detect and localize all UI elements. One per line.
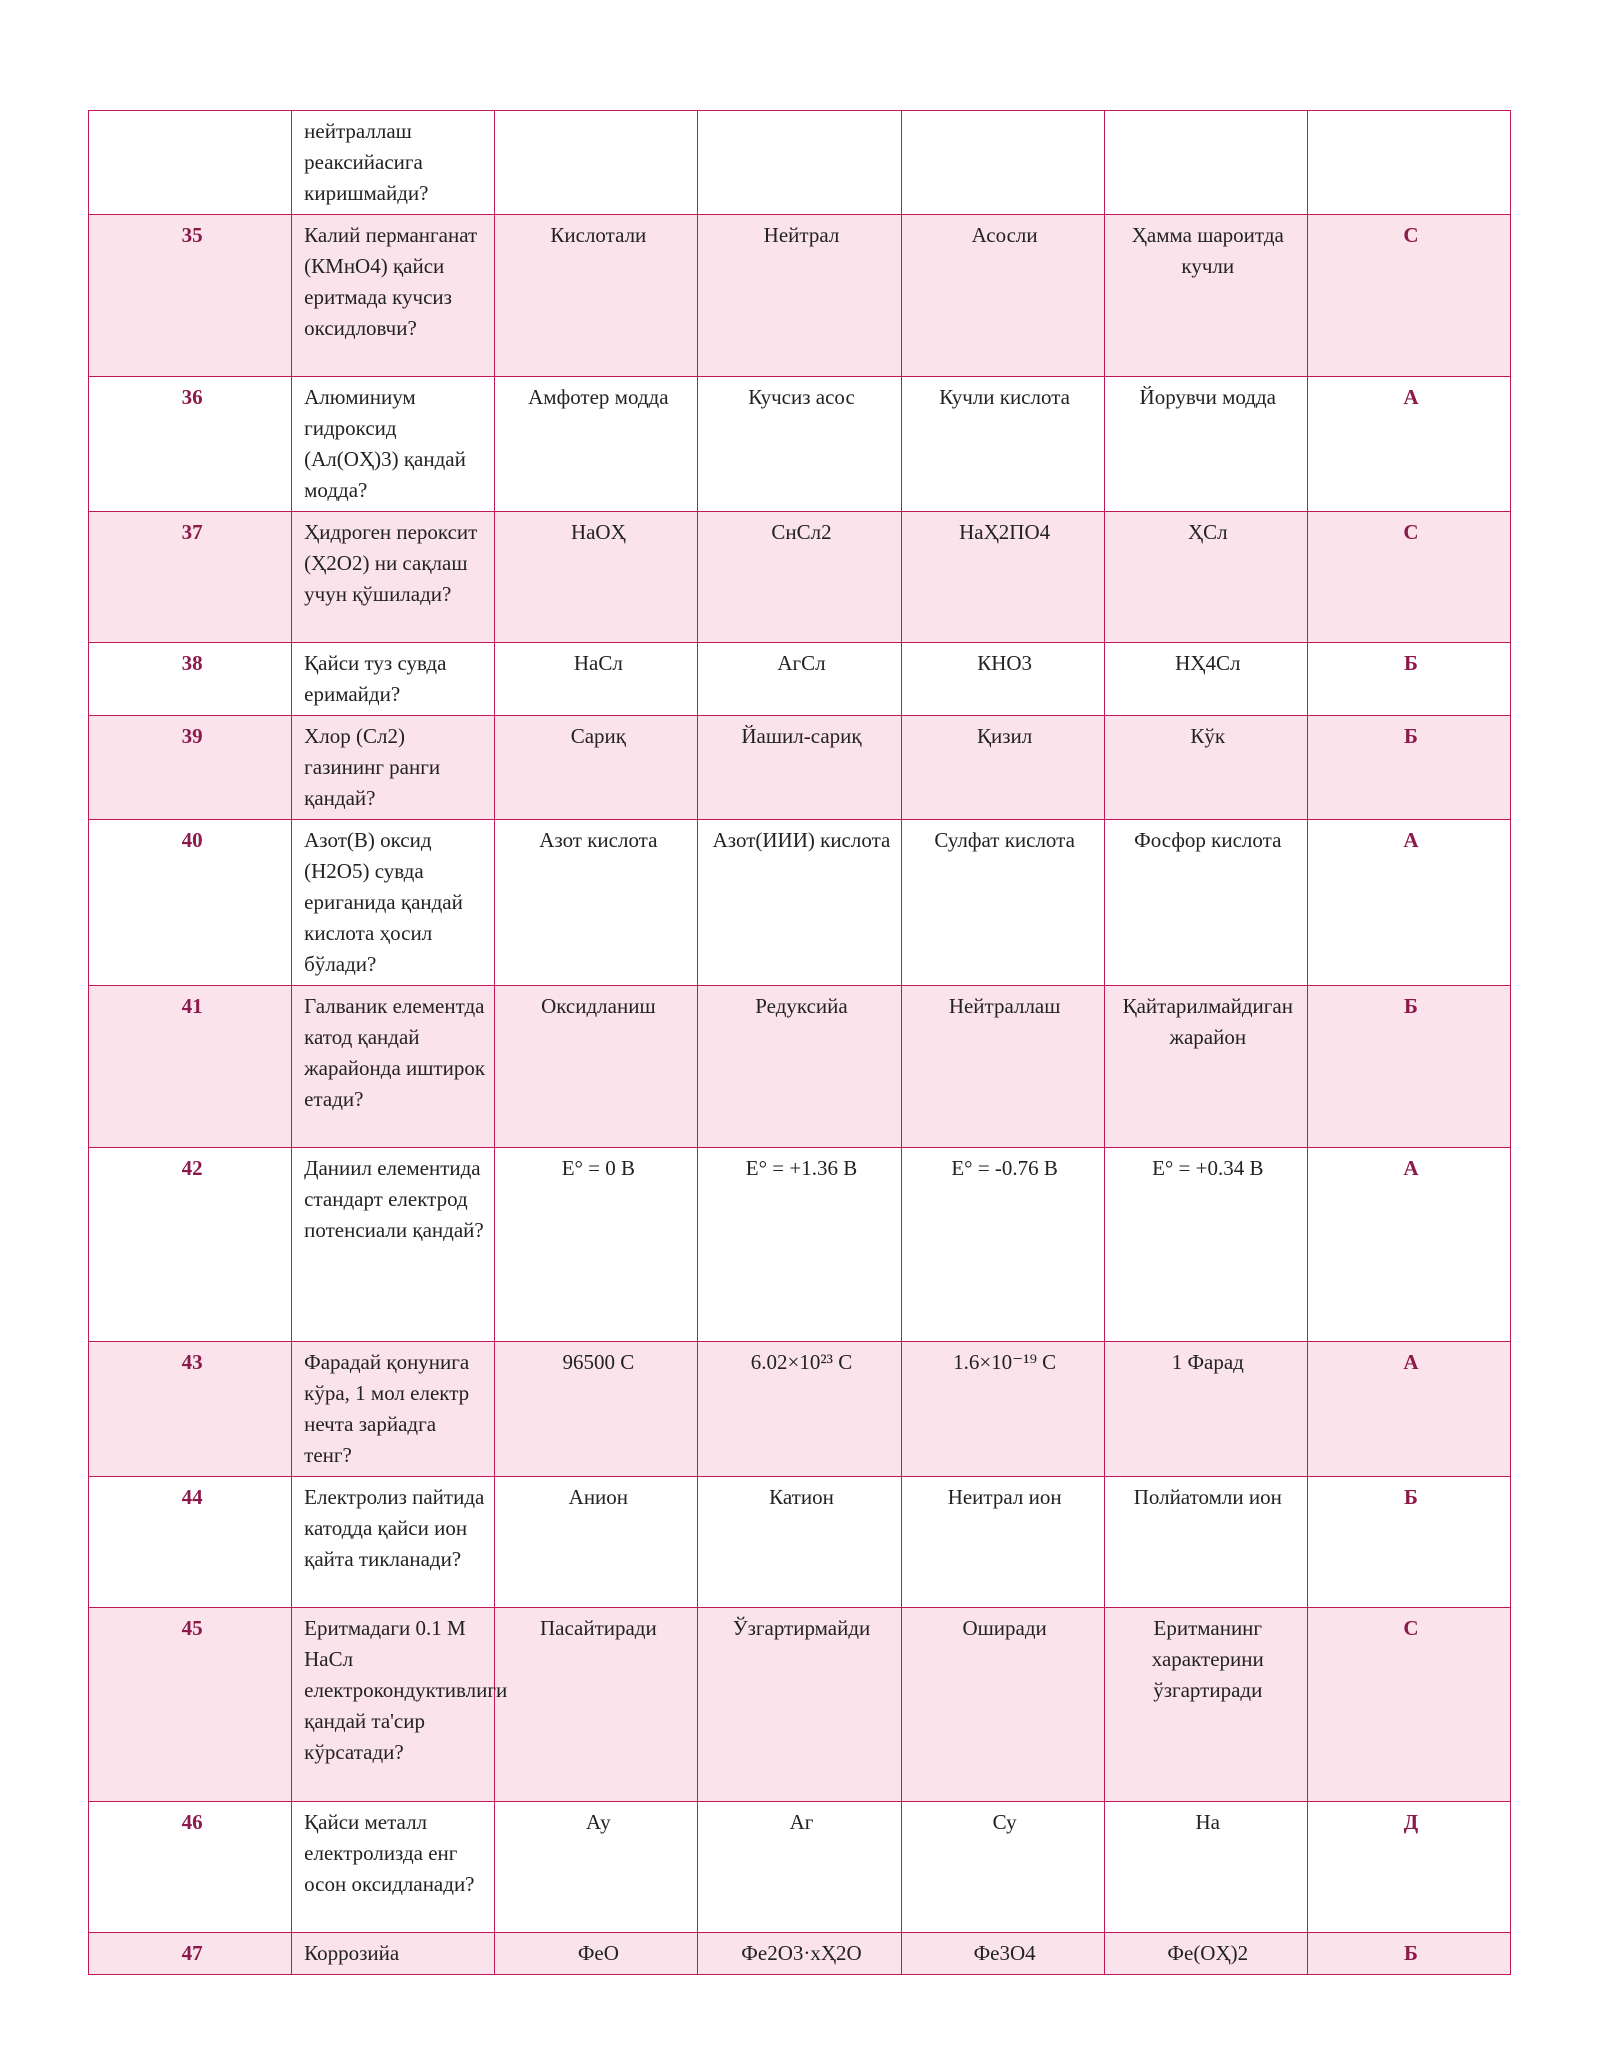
option-c-cell: Су: [901, 1802, 1104, 1933]
option-c-cell: E° = -0.76 В: [901, 1148, 1104, 1342]
question-text-cell: Хлор (Сл2) газининг ранги қандай?: [292, 716, 495, 820]
option-d-cell: [1104, 111, 1307, 215]
option-d-cell: Фе(ОҲ)2: [1104, 1933, 1307, 1975]
option-a-cell: НаСл: [495, 643, 698, 716]
option-b-cell: [698, 111, 901, 215]
option-a-cell: ФеО: [495, 1933, 698, 1975]
question-number-cell: 47: [89, 1933, 292, 1975]
option-d-cell: Фосфор кислота: [1104, 820, 1307, 986]
option-d-cell: Ҳамма шароитда кучли: [1104, 215, 1307, 377]
question-number-cell: 44: [89, 1477, 292, 1608]
table-row: [89, 986, 1511, 1148]
table-row: [89, 1802, 1511, 1933]
question-text-cell: Еритмадаги 0.1 М НаСл електрокондуктивлиги қандай та'сир кўрсатади?: [292, 1608, 495, 1802]
option-a-cell: Кислотали: [495, 215, 698, 377]
correct-answer-cell: Б: [1307, 643, 1510, 716]
question-text-cell: Даниил елементида стандарт електрод потенсиали қандай?: [292, 1148, 495, 1342]
option-b-cell: E° = +1.36 В: [698, 1148, 901, 1342]
correct-answer-cell: А: [1307, 820, 1510, 986]
option-a-cell: Оксидланиш: [495, 986, 698, 1148]
option-b-cell: Катион: [698, 1477, 901, 1608]
option-b-cell: Ўзгартирмайди: [698, 1608, 901, 1802]
option-c-cell: Асосли: [901, 215, 1104, 377]
question-text-cell: Калий перманганат (КМнО4) қайси еритмада кучсиз оксидловчи?: [292, 215, 495, 377]
question-number-cell: 46: [89, 1802, 292, 1933]
option-d-cell: Полйатомли ион: [1104, 1477, 1307, 1608]
correct-answer-cell: А: [1307, 1148, 1510, 1342]
question-number-cell: 35: [89, 215, 292, 377]
option-a-cell: [495, 111, 698, 215]
option-a-cell: Амфотер модда: [495, 377, 698, 512]
question-number-cell: 37: [89, 512, 292, 643]
option-a-cell: 96500 С: [495, 1342, 698, 1477]
question-number-cell: 36: [89, 377, 292, 512]
option-c-cell: Сулфат кислота: [901, 820, 1104, 986]
correct-answer-cell: Б: [1307, 1933, 1510, 1975]
question-text-cell: Қайси туз сувда еримайди?: [292, 643, 495, 716]
question-text-cell: Азот(В) оксид (Н2О5) сувда ериганида қандай кислота ҳосил бўлади?: [292, 820, 495, 986]
option-a-cell: E° = 0 В: [495, 1148, 698, 1342]
option-d-cell: Еритманинг характерини ўзгартиради: [1104, 1608, 1307, 1802]
correct-answer-cell: С: [1307, 215, 1510, 377]
correct-answer-cell: А: [1307, 377, 1510, 512]
question-number-cell: [89, 111, 292, 215]
option-c-cell: КНО3: [901, 643, 1104, 716]
table-row: [89, 1342, 1511, 1477]
correct-answer-cell: Б: [1307, 1477, 1510, 1608]
option-a-cell: Сариқ: [495, 716, 698, 820]
table-row: [89, 643, 1511, 716]
question-number-cell: 41: [89, 986, 292, 1148]
option-d-cell: Қайтарилмайдиган жарайон: [1104, 986, 1307, 1148]
table-row: [89, 820, 1511, 986]
question-number-cell: 42: [89, 1148, 292, 1342]
question-number-cell: 45: [89, 1608, 292, 1802]
option-b-cell: 6.02×10²³ С: [698, 1342, 901, 1477]
question-number-cell: 43: [89, 1342, 292, 1477]
option-b-cell: Азот(ИИИ) кислота: [698, 820, 901, 986]
option-c-cell: Қизил: [901, 716, 1104, 820]
option-d-cell: НҲ4Сл: [1104, 643, 1307, 716]
option-a-cell: НаОҲ: [495, 512, 698, 643]
option-b-cell: Фе2О3·хҲ2О: [698, 1933, 901, 1975]
table-row: [89, 1608, 1511, 1802]
option-d-cell: E° = +0.34 В: [1104, 1148, 1307, 1342]
correct-answer-cell: А: [1307, 1342, 1510, 1477]
correct-answer-cell: Б: [1307, 986, 1510, 1148]
option-b-cell: Кучсиз асос: [698, 377, 901, 512]
option-c-cell: Кучли кислота: [901, 377, 1104, 512]
option-a-cell: Анион: [495, 1477, 698, 1608]
question-text-cell: Галваник елементда катод қандай жарайонда иштирок етади?: [292, 986, 495, 1148]
option-a-cell: Ау: [495, 1802, 698, 1933]
table-row: [89, 512, 1511, 643]
option-d-cell: Кўк: [1104, 716, 1307, 820]
quiz-table-body: [89, 111, 1511, 1975]
table-row: [89, 1477, 1511, 1608]
option-c-cell: [901, 111, 1104, 215]
option-b-cell: АгСл: [698, 643, 901, 716]
correct-answer-cell: С: [1307, 512, 1510, 643]
option-c-cell: Неитрал ион: [901, 1477, 1104, 1608]
question-text-cell: Ҳидроген пероксит (Ҳ2О2) ни сақлаш учун қўшилади?: [292, 512, 495, 643]
option-d-cell: Йорувчи модда: [1104, 377, 1307, 512]
option-d-cell: ҲСл: [1104, 512, 1307, 643]
option-a-cell: Пасайтиради: [495, 1608, 698, 1802]
table-row: [89, 215, 1511, 377]
option-b-cell: Йашил-сариқ: [698, 716, 901, 820]
option-c-cell: НаҲ2ПО4: [901, 512, 1104, 643]
correct-answer-cell: С: [1307, 1608, 1510, 1802]
option-d-cell: На: [1104, 1802, 1307, 1933]
question-text-cell: Алюминиум гидроксид (Ал(ОҲ)3) қандай модда?: [292, 377, 495, 512]
option-c-cell: Фе3О4: [901, 1933, 1104, 1975]
question-text-cell: Қайси металл електролизда енг осон оксидланади?: [292, 1802, 495, 1933]
option-c-cell: Нейтраллаш: [901, 986, 1104, 1148]
question-number-cell: 39: [89, 716, 292, 820]
option-d-cell: 1 Фарад: [1104, 1342, 1307, 1477]
option-c-cell: 1.6×10⁻¹⁹ С: [901, 1342, 1104, 1477]
option-b-cell: СнСл2: [698, 512, 901, 643]
option-c-cell: Оширади: [901, 1608, 1104, 1802]
question-text-cell: Електролиз пайтида катодда қайси ион қайта тикланади?: [292, 1477, 495, 1608]
option-b-cell: Аг: [698, 1802, 901, 1933]
question-text-cell: нейтраллаш реаксийасига киришмайди?: [292, 111, 495, 215]
question-text-cell: Фарадай қонунига кўра, 1 мол електр нечта зарйадга тенг?: [292, 1342, 495, 1477]
table-row: [89, 1933, 1511, 1975]
quiz-table: [88, 110, 1511, 1975]
document-page: [88, 110, 1511, 1975]
table-row: [89, 377, 1511, 512]
table-row: [89, 716, 1511, 820]
correct-answer-cell: Б: [1307, 716, 1510, 820]
correct-answer-cell: Д: [1307, 1802, 1510, 1933]
question-number-cell: 38: [89, 643, 292, 716]
question-number-cell: 40: [89, 820, 292, 986]
option-a-cell: Азот кислота: [495, 820, 698, 986]
correct-answer-cell: [1307, 111, 1510, 215]
table-row: [89, 1148, 1511, 1342]
option-b-cell: Редуксийа: [698, 986, 901, 1148]
table-row: [89, 111, 1511, 215]
option-b-cell: Нейтрал: [698, 215, 901, 377]
question-text-cell: Коррозийа: [292, 1933, 495, 1975]
